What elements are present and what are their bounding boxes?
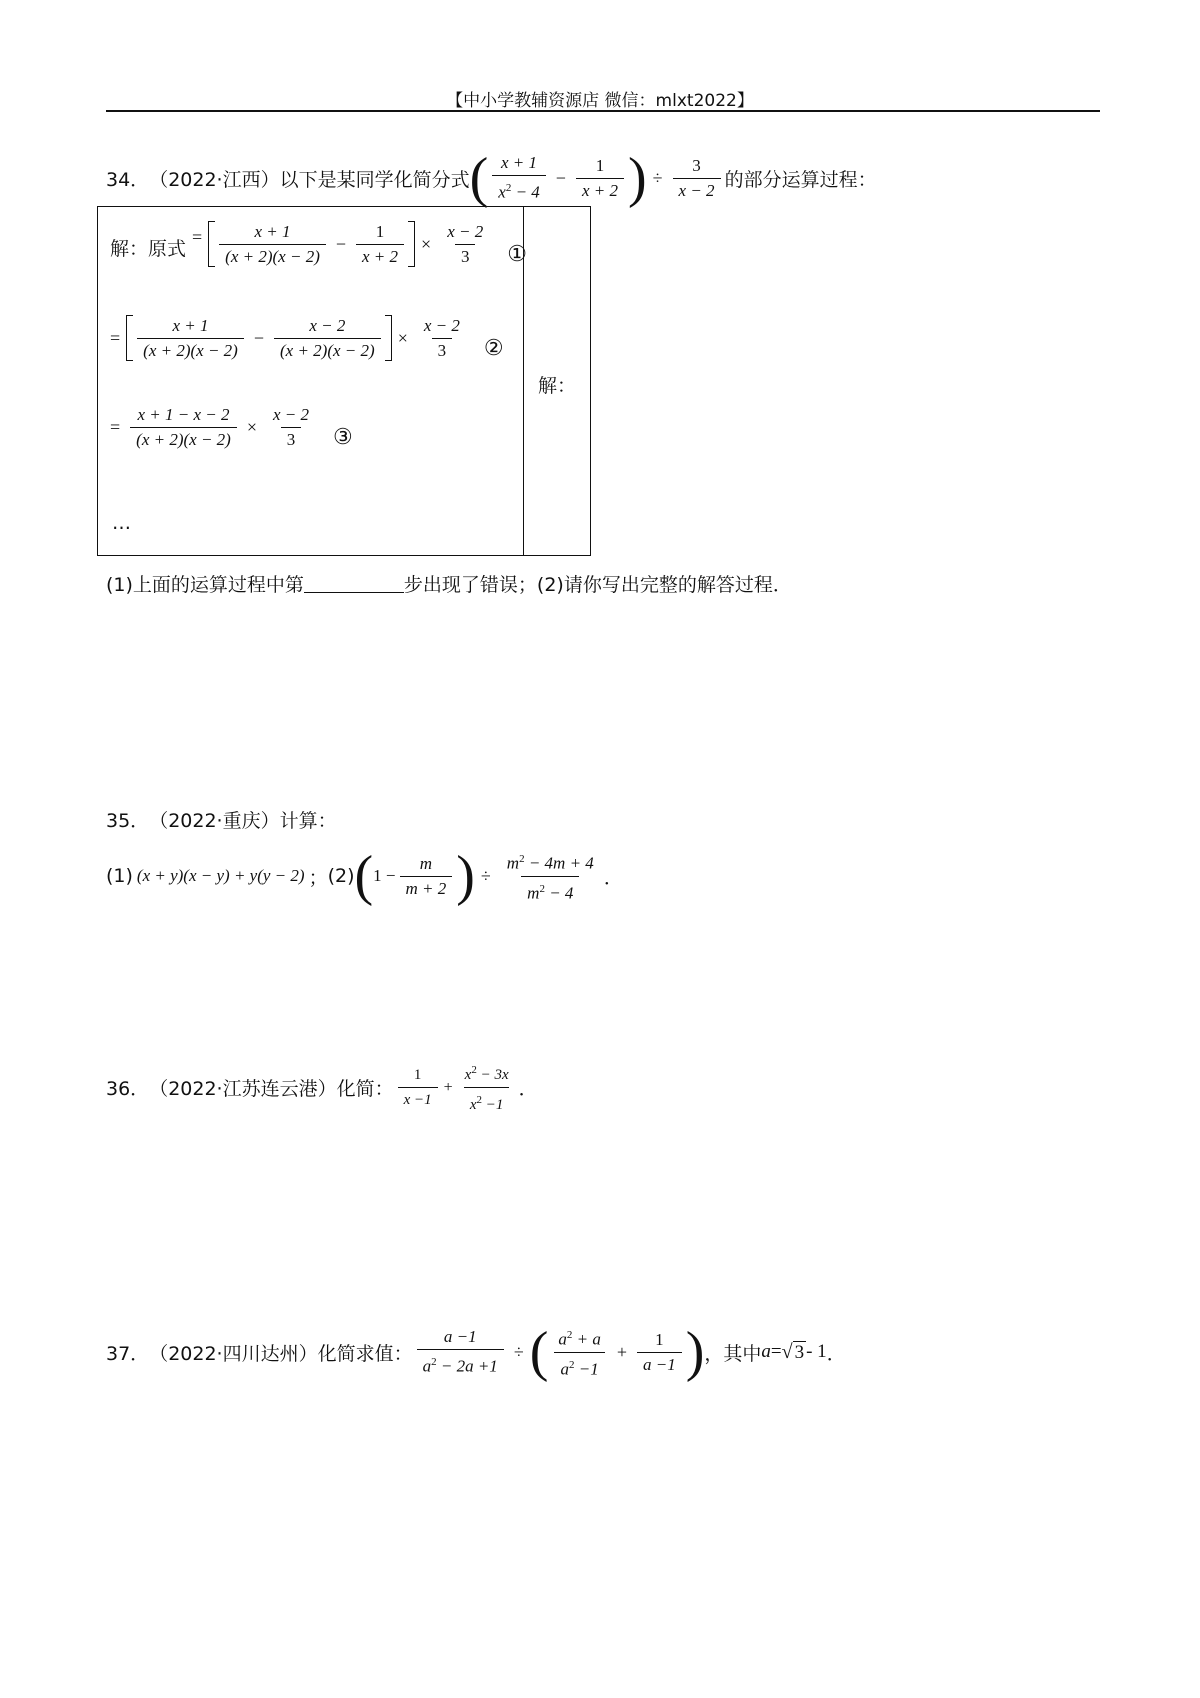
question-36-expression: $\frac{1}{x -1}$ + $\frac{x^2 - 3x}{x^2 -1}$ [394, 1060, 519, 1115]
question-number: 35． [106, 810, 150, 832]
part-1-expression: (x + y)(x − y) + y(y − 2) [136, 866, 305, 885]
page-header: 【中小学教辅资源店 微信：mlxt2022】 [446, 91, 754, 111]
question-36: 36． （2022·江苏连云港） 化简： $\frac{1}{x -1}$ + $\frac{x^2 - 3x}{x^2 -1}$ ． [106, 1060, 538, 1115]
question-34-stem [106, 147, 877, 209]
question-37: 37． （2022·四川达州） 化简求值： $\frac{a -1}{a^2 - 2a +1}$ ÷ ( $\frac{a^2 + a}{a^2 -1}$ + $\frac{1}{a -1}$ ) ，其中 a = √ 3 - 1 ． [106, 1321, 846, 1383]
step-marker: ③ [333, 425, 353, 450]
question-34-tasks: (1)上面的运算过程中第 步出现了错误；(2)请你写出完整的解答过程． [106, 574, 792, 596]
solution-step-1: 解：原式 = $\frac{x + 1}{(x + 2)(x - 2)}$ − $\frac{1}{x + 2}$ × $\frac{x - 2}{3}$ ① [110, 221, 527, 267]
question-number: 37． [106, 1342, 150, 1365]
question-text: 以下是某同学化简分式 [279, 168, 470, 191]
step-marker: ① [507, 242, 527, 267]
question-text-end: 的部分运算过程： [724, 168, 877, 191]
answer-blank[interactable] [304, 574, 404, 593]
solution-ellipsis: … [112, 512, 131, 534]
question-source: （2022·四川达州） [149, 1342, 318, 1365]
question-number: 36． [106, 1078, 150, 1100]
header-divider [106, 110, 1100, 112]
condition-expression: a = √ 3 - 1 [761, 1340, 827, 1363]
part-2-expression: ( 1 − $\frac{m}{m + 2}$ ) ÷ $\frac{m^2 - 4m + 4}{m^2 - 4}$ [354, 845, 594, 907]
question-source: （2022·江苏连云港） [149, 1078, 337, 1100]
solution-table [97, 206, 591, 556]
solution-intro: 解：原式 [110, 238, 187, 260]
answer-label: 解： [538, 375, 577, 397]
question-text: 化简求值： [317, 1342, 413, 1365]
step-marker: ② [483, 336, 504, 361]
question-source: （2022·重庆） [149, 810, 280, 832]
solution-step-2: = $\frac{x + 1}{(x + 2)(x - 2)}$ − $\frac{x - 2}{(x + 2)(x - 2)}$ × $\frac{x - 2}{3}$ ② [110, 315, 504, 361]
question-35-parts: (1) (x + y)(x − y) + y(y − 2) ； (2) ( 1 − $\frac{m}{m + 2}$ ) ÷ $\frac{m^2 - 4m + 4}{m^2 - 4}$ ． [106, 845, 623, 907]
question-35-stem [106, 806, 337, 833]
sqrt-icon: √ [781, 1340, 793, 1363]
question-text: 计算： [279, 810, 337, 832]
question-37-expression: $\frac{a -1}{a^2 - 2a +1}$ ÷ ( $\frac{a^2 + a}{a^2 -1}$ + $\frac{1}{a -1}$ ) [413, 1324, 705, 1380]
solution-step-3: = $\frac{x + 1 - x - 2}{(x + 2)(x - 2)}$ × $\frac{x - 2}{3}$ ③ [110, 405, 353, 450]
question-text: 化简： [336, 1078, 394, 1100]
question-34-expression: ( $\frac{x + 1}{x^2 - 4}$ − $\frac{1}{x + 2}$ ) ÷ $\frac{3}{x - 2}$ [470, 150, 725, 206]
question-source: （2022·江西） [149, 168, 280, 191]
question-number: 34． [106, 168, 150, 191]
